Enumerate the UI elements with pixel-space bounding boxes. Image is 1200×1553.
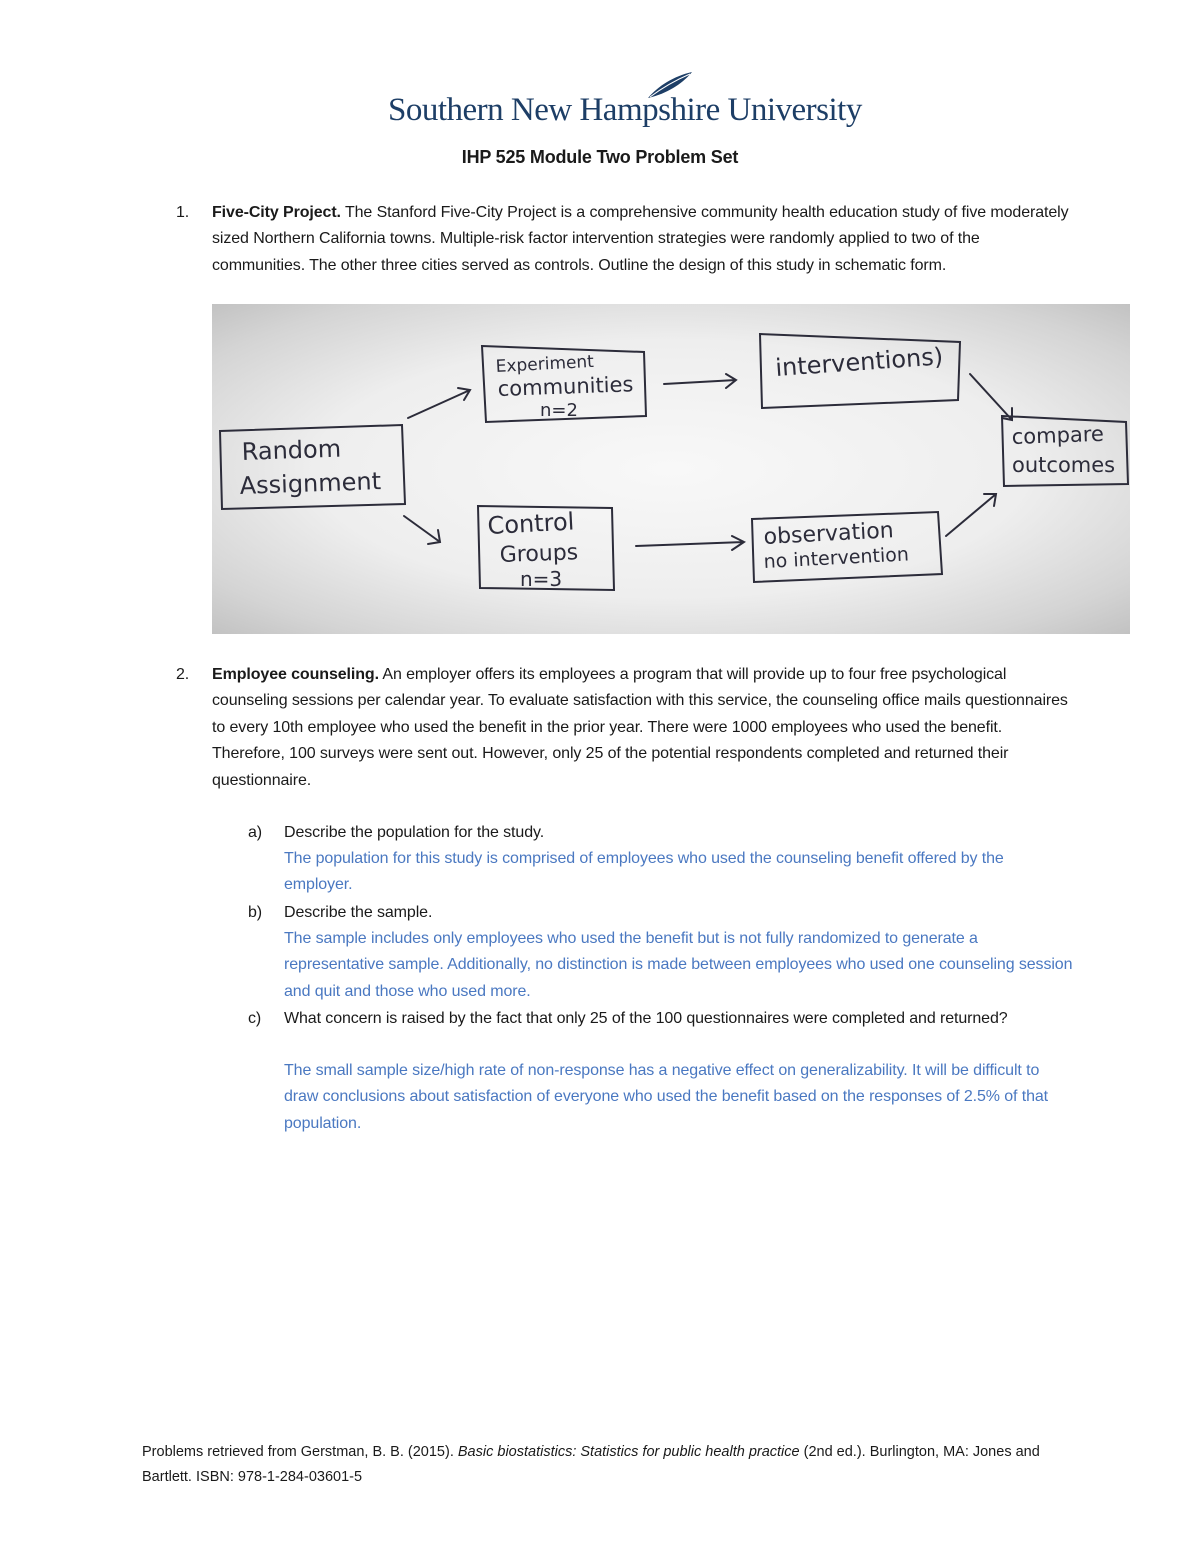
- question-text: What concern is raised by the fact that only 25 of the 100 questionnaires were completed and returned?: [284, 1010, 1008, 1027]
- n2-label: n=2: [540, 400, 578, 421]
- compare-label: compare: [1011, 421, 1105, 449]
- citation-prefix: Problems retrieved from Gerstman, B. B. (2015).: [142, 1444, 458, 1460]
- answer-text: The small sample size/high rate of non-response has a negative effect on generalizability. It will be difficult to draw conclusions about satisfaction of everyone who used the benefit based on the responses of 2.5% of that population.: [284, 1062, 1049, 1132]
- problem-text: [212, 662, 1072, 794]
- arrow-control-to-observation: [636, 536, 744, 550]
- question-label: b): [248, 904, 263, 921]
- problem-number: 2.: [176, 666, 190, 683]
- outcomes-label: outcomes: [1012, 453, 1116, 477]
- question-text: Describe the population for the study.: [284, 824, 545, 841]
- assignment-label: Assignment: [239, 467, 382, 500]
- university-logo: [388, 70, 862, 136]
- arrow-to-experiment: [408, 388, 470, 418]
- answer-text: The population for this study is comprised of employees who used the counseling benefit offered by the employer.: [284, 850, 1004, 894]
- problem-description: The Stanford Five-City Project is a comprehensive community health education study of five moderately sized Northern California towns. Multiple-risk factor intervention strategies were randomly applied to two of the communities. The other three cities served as controls. Outline the design of this study in schematic form.: [212, 204, 1069, 274]
- schematic-photo: [212, 304, 1130, 634]
- citation-footer: [142, 1440, 1072, 1490]
- question-label: c): [248, 1010, 262, 1027]
- arrow-interventions-to-compare: [970, 374, 1012, 420]
- arrow-to-control: [404, 516, 440, 544]
- schematic-diagram: [212, 304, 1130, 634]
- random-label: Random: [241, 434, 342, 466]
- interventions-label: interventions): [774, 342, 944, 382]
- control-label: Control: [486, 507, 575, 540]
- university-name: Southern New Hampshire University: [388, 92, 862, 128]
- citation-suffix: (2nd ed.). Burlington, MA: Jones and Bartlett. ISBN: 978-1-284-03601-5: [142, 1444, 1040, 1485]
- n3-label: n=3: [520, 567, 563, 591]
- problem-number: 1.: [176, 204, 190, 221]
- problem-heading: Five-City Project.: [212, 204, 341, 221]
- problem-description: An employer offers its employees a program that will provide up to four free psychological counseling sessions per calendar year. To evaluate satisfaction with this service, the counseling office mails questionnaires to every 10th employee who used the benefit in the prior year. There were 1000 employees who used the benefit. Therefore, 100 surveys were sent out. However, only 25 of the potential respondents completed and returned their questionnaire.: [212, 666, 1068, 789]
- problem-text: [212, 200, 1072, 279]
- answer-text: The sample includes only employees who used the benefit but is not fully randomized to generate a representative sample. Additionally, no distinction is made between employees who used one counseling session and quit and those who used more.: [284, 930, 1073, 1000]
- communities-label: communities: [497, 372, 634, 401]
- question-text: Describe the sample.: [284, 904, 433, 921]
- arrow-experiment-to-interventions: [664, 374, 736, 388]
- groups-label: Groups: [499, 540, 579, 568]
- question-label: a): [248, 824, 263, 841]
- observation-label: observation: [763, 518, 895, 550]
- problem-heading: Employee counseling.: [212, 666, 379, 683]
- arrow-observation-to-compare: [946, 494, 996, 536]
- citation-book-title: Basic biostatistics: Statistics for public health practice: [457, 1444, 800, 1460]
- no-intervention-label: no intervention: [763, 543, 910, 573]
- experiment-label: Experiment: [495, 351, 595, 377]
- document-title: IHP 525 Module Two Problem Set: [461, 147, 739, 167]
